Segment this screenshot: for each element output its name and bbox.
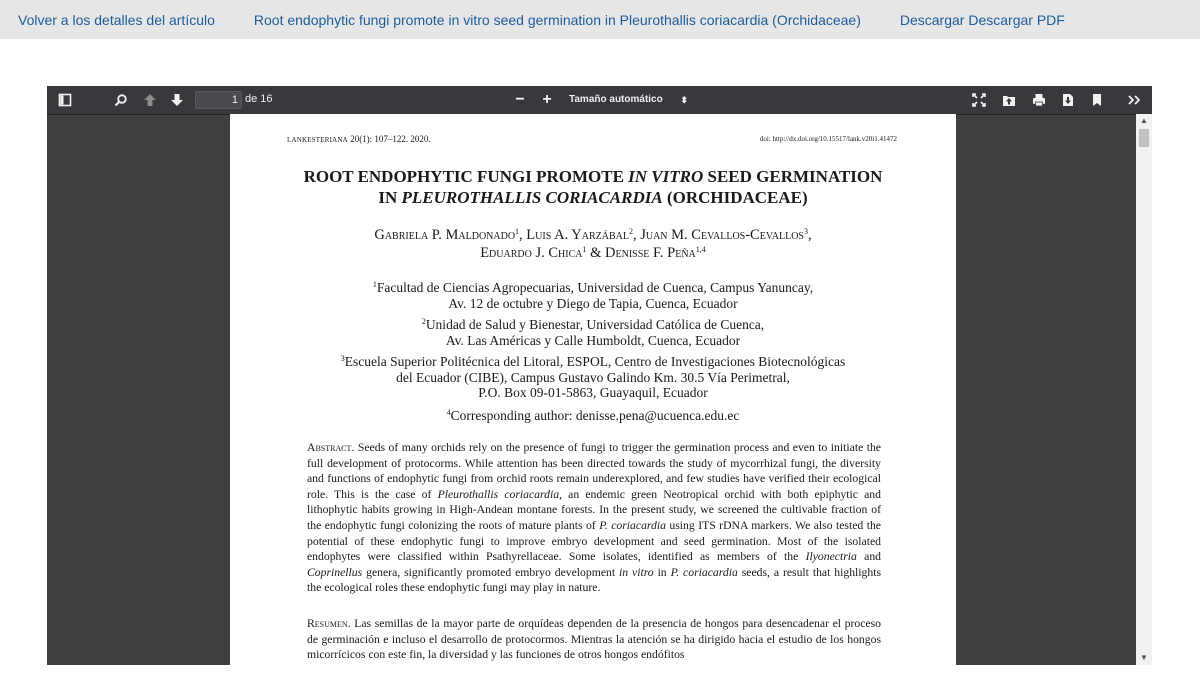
presentation-mode-icon[interactable]: [970, 91, 988, 109]
corresponding-author-text: Corresponding author: denisse.pena@ucuenca.edu.ec: [450, 408, 740, 423]
download-pdf-link[interactable]: Descargar Descargar PDF: [899, 11, 1065, 28]
title-text: IN: [378, 188, 402, 207]
page-number-input[interactable]: [195, 91, 242, 109]
abstract-text: in: [653, 565, 671, 579]
author-separator: &: [586, 245, 606, 261]
previous-page-icon[interactable]: [141, 91, 159, 109]
affiliation-text: Facultad de Ciencias Agropecuarias, Universidad de Cuenca, Campus Yanuncay,: [376, 280, 814, 295]
zoom-select-value: Tamaño automático: [569, 94, 663, 105]
abstract-paragraph: [307, 440, 881, 596]
affiliation-2: [230, 317, 956, 348]
open-file-icon[interactable]: [1000, 91, 1018, 109]
print-icon[interactable]: [1030, 91, 1048, 109]
select-arrows-icon: ⬍: [680, 95, 688, 105]
species-name: Pleurothallis coriacardia: [437, 487, 560, 501]
journal-name: LANKESTERIANA: [287, 136, 348, 144]
affiliation-text: Escuela Superior Politécnica del Litoral, ESPOL, Centro de Investigaciones Biotecnológicas: [344, 354, 846, 369]
scroll-up-arrow-icon[interactable]: ▲: [1140, 116, 1148, 125]
author-affiliation-mark: 3: [804, 227, 808, 236]
affiliation-text: Av. Las Américas y Calle Humboldt, Cuenca, Ecuador: [445, 332, 741, 348]
author-name: Juan M. Cevallos-Cevallos: [640, 227, 804, 243]
journal-reference: [287, 134, 431, 144]
article-nav-bar: [0, 0, 1200, 39]
tools-menu-icon[interactable]: [1125, 91, 1143, 109]
affiliation-text: Unidad de Salud y Bienestar, Universidad Católica de Cuenca,: [425, 317, 765, 332]
title-text: SEED GERMINATION: [703, 167, 883, 186]
journal-volume: 20(1): 107–122. 2020.: [350, 134, 431, 144]
affiliation-text: del Ecuador (CIBE), Campus Gustavo Galindo Km. 30.5 Vía Perimetral,: [396, 369, 790, 385]
article-title-link[interactable]: Root endophytic fungi promote in vitro seed germination in Pleurothallis coriacardia (Orchidaceae): [253, 11, 861, 28]
sidebar-toggle-icon[interactable]: [56, 91, 74, 109]
authors-line-2: [230, 244, 956, 262]
title-text: (ORCHIDACEAE): [662, 188, 808, 207]
back-to-article-link[interactable]: Volver a los detalles del artículo: [18, 11, 215, 28]
article-title-line-1: [230, 166, 956, 187]
zoom-in-button[interactable]: +: [542, 91, 552, 108]
abstract-text: and: [856, 550, 882, 564]
next-page-icon[interactable]: [168, 91, 186, 109]
abstract-text: seeds, a result that highlights the ecological roles these endophytic fungi may play in nature.: [307, 565, 882, 595]
author-affiliation-mark: 1,4: [695, 245, 706, 254]
affiliation-text: P.O. Box 09-01-5863, Guayaquil, Ecuador: [478, 385, 708, 400]
resumen-text: Las semillas de la mayor parte de orquídeas dependen de la presencia de hongos para desencadenar el proceso de germinación e incluso el desarrollo de protocormos. Mientras la atención se ha dirigido hacia el estudio de los hongos micorrícicos con este fin, la diversidad y las funciones de otros hongos endófitos: [307, 617, 881, 662]
author-separator: ,: [808, 227, 812, 243]
doi-reference: doi: http://dx.doi.org/10.15517/lank.v20i1.41472: [759, 135, 897, 143]
author-name: Denisse F. Peña: [605, 245, 696, 261]
affiliation-mark: 1: [372, 280, 377, 289]
pdf-toolbar: [47, 86, 1152, 114]
affiliation-text: Av. 12 de octubre y Diego de Tapia, Cuenca, Ecuador: [448, 295, 738, 311]
affiliation-mark: 4: [446, 408, 451, 417]
affiliation-mark: 2: [421, 317, 426, 326]
pdf-viewer: [47, 86, 1152, 665]
author-name: Luis A. Yarzábal: [526, 227, 629, 243]
title-italic-text: IN VITRO: [628, 167, 704, 186]
author-name: Eduardo J. Chica: [480, 245, 583, 261]
resumen-label: Resumen.: [307, 617, 351, 630]
resumen-paragraph: [307, 616, 881, 663]
title-italic-text: PLEUROTHALLIS CORIACARDIA: [401, 188, 663, 207]
search-icon[interactable]: [112, 91, 130, 109]
scrollbar-thumb[interactable]: [1139, 129, 1149, 147]
genus-name: Coprinellus: [307, 565, 363, 579]
author-affiliation-mark: 2: [628, 227, 633, 236]
page-count-label: de 16: [245, 93, 273, 105]
abstract-text: using ITS rDNA markers. We also tested the potential of these endophytic fungi to improve embryo development and seed germination. Most of the isolated endophytes were classified within Psathyrellaceae. Some isolates, identified as members of the: [307, 518, 881, 564]
author-separator: ,: [632, 227, 641, 243]
species-name: P. coriacardia: [670, 565, 738, 579]
scroll-down-arrow-icon[interactable]: ▼: [1140, 653, 1148, 662]
author-affiliation-mark: 1: [515, 227, 520, 236]
zoom-out-button[interactable]: −: [515, 91, 525, 108]
corresponding-author: [230, 408, 956, 424]
abstract-text: Seeds of many orchids rely on the presence of fungi to trigger the germination process and even to initiate the full development of protocorms. While attention has been directed towards the study of mycorrhizal fungi, the diversity and functions of endophytic fungi from orchid roots remain underexplored, and few studies have verified their ecological role. This is the case of: [307, 441, 881, 501]
pdf-page: [230, 114, 956, 665]
author-separator: ,: [519, 227, 527, 243]
abstract-text: , an endemic green Neotropical orchid with both epiphytic and lithophytic habits growing in High-Andean montane forests. In the present study, we screened the cultivable fraction of the endophytic fungi colonizing the roots of mature plants of: [307, 487, 881, 532]
bookmark-icon[interactable]: [1088, 91, 1106, 109]
abstract-label: Abstract.: [307, 441, 355, 454]
author-affiliation-mark: 1: [582, 245, 587, 254]
article-title-line-2: [230, 187, 956, 208]
download-icon[interactable]: [1059, 91, 1077, 109]
author-name: Gabriela P. Maldonado: [374, 227, 516, 243]
affiliation-1: [230, 280, 956, 311]
species-name: P. coriacardia: [599, 518, 666, 532]
italic-term: in vitro: [619, 565, 654, 579]
affiliation-3: [230, 354, 956, 401]
zoom-select[interactable]: [564, 91, 694, 109]
vertical-scrollbar[interactable]: [1136, 114, 1152, 665]
affiliation-mark: 3: [340, 354, 345, 363]
authors-line-1: [230, 226, 956, 244]
genus-name: Ilyonectria: [805, 550, 857, 564]
title-text: ROOT ENDOPHYTIC FUNGI PROMOTE: [303, 167, 629, 186]
abstract-text: genera, significantly promoted embryo development: [362, 565, 620, 579]
